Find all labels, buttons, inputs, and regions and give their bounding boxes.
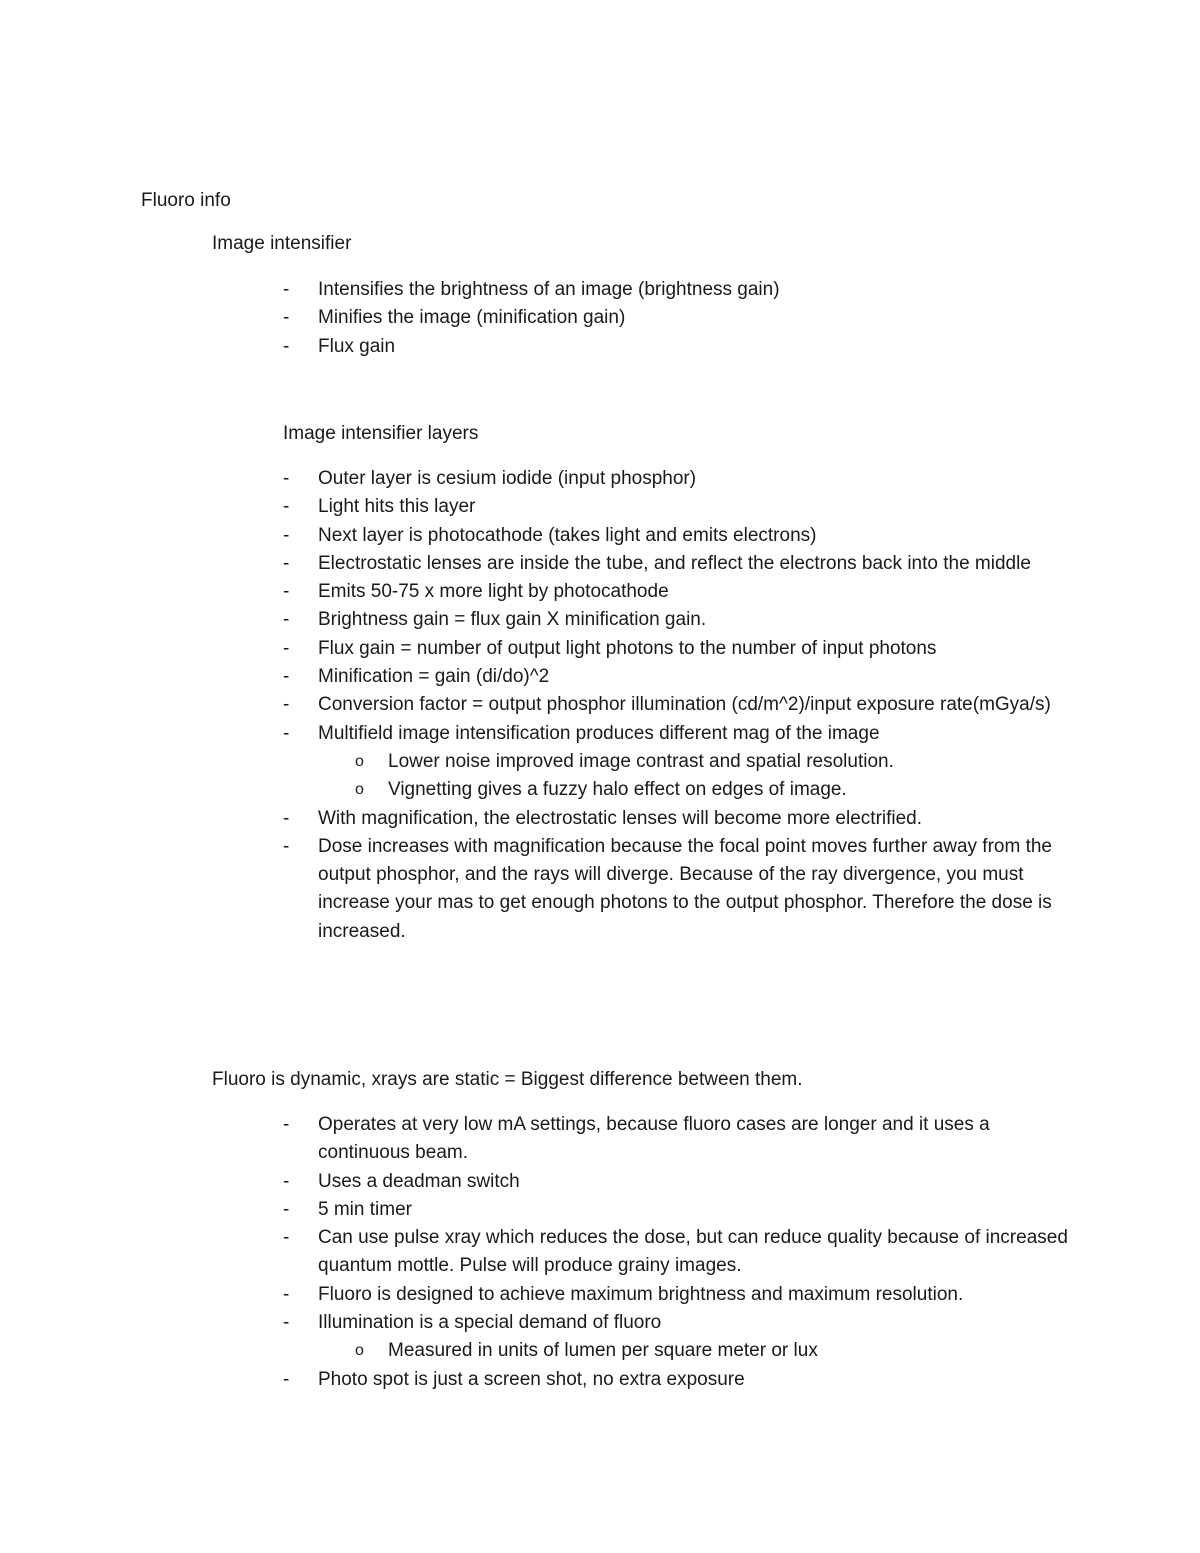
- dash-bullet: -: [283, 552, 290, 574]
- list-item: - Dose increases with magnification because the focal point moves further away from the output phosphor, and the rays will diverge. Because of the ray divergence, you must increase your mas to get enough photons to the output phosphor. Therefore the dose is increased.: [283, 833, 1073, 946]
- list-item: - Flux gain = number of output light photons to the number of input photons: [283, 635, 1073, 663]
- list-item: - Brightness gain = flux gain X minification gain.: [283, 606, 1073, 634]
- dash-bullet: -: [283, 496, 290, 518]
- sub-list-item: o Vignetting gives a fuzzy halo effect on edges of image.: [283, 776, 1073, 804]
- dash-bullet: -: [283, 835, 290, 857]
- list-item: - Can use pulse xray which reduces the dose, but can reduce quality because of increased quantum mottle. Pulse will produce grainy images.: [283, 1224, 1073, 1281]
- dash-bullet: -: [283, 722, 290, 744]
- list-item: - Outer layer is cesium iodide (input phosphor): [283, 465, 1073, 493]
- list-fluoro-dynamic: [283, 1111, 1073, 1394]
- list-item: - Light hits this layer: [283, 493, 1073, 521]
- list-item: - Minifies the image (minification gain): [283, 304, 1073, 332]
- document-title: Fluoro info: [141, 190, 231, 211]
- dash-bullet: -: [283, 637, 290, 659]
- sub-list-item: o Lower noise improved image contrast and spatial resolution.: [283, 748, 1073, 776]
- list-item: - Photo spot is just a screen shot, no extra exposure: [283, 1366, 1073, 1394]
- dash-bullet: -: [283, 694, 290, 716]
- sub-list-item: o Measured in units of lumen per square meter or lux: [283, 1337, 1073, 1365]
- list-item: - Next layer is photocathode (takes light and emits electrons): [283, 522, 1073, 550]
- list-image-intensifier: [283, 276, 1073, 361]
- dash-bullet: -: [283, 1368, 290, 1390]
- heading-fluoro-dynamic: Fluoro is dynamic, xrays are static = Biggest difference between them.: [212, 1069, 803, 1090]
- list-item: - Flux gain: [283, 333, 1073, 361]
- dash-bullet: -: [283, 307, 290, 329]
- dash-bullet: -: [283, 335, 290, 357]
- dash-bullet: -: [283, 1312, 290, 1334]
- dash-bullet: -: [283, 1114, 290, 1135]
- list-item: - Operates at very low mA settings, because fluoro cases are longer and it uses a continuous beam.: [283, 1111, 1073, 1168]
- sub-bullet: o: [355, 752, 364, 770]
- heading-image-intensifier: Image intensifier: [212, 233, 352, 254]
- list-item: - Fluoro is designed to achieve maximum brightness and maximum resolution.: [283, 1281, 1073, 1309]
- dash-bullet: -: [283, 1198, 290, 1220]
- list-item: - 5 min timer: [283, 1196, 1073, 1224]
- heading-intensifier-layers: Image intensifier layers: [283, 423, 479, 444]
- dash-bullet: -: [283, 807, 290, 829]
- dash-bullet: -: [283, 1170, 290, 1192]
- dash-bullet: -: [283, 581, 290, 603]
- list-item: - Intensifies the brightness of an image (brightness gain): [283, 276, 1073, 304]
- list-item: - Uses a deadman switch: [283, 1168, 1073, 1196]
- list-item: - Illumination is a special demand of fluoro: [283, 1309, 1073, 1337]
- dash-bullet: -: [283, 279, 290, 300]
- list-item: - Emits 50-75 x more light by photocathode: [283, 578, 1073, 606]
- dash-bullet: -: [283, 609, 290, 631]
- sub-bullet: o: [355, 781, 364, 799]
- dash-bullet: -: [283, 1227, 290, 1249]
- list-item: - Minification = gain (di/do)^2: [283, 663, 1073, 691]
- list-item: - With magnification, the electrostatic lenses will become more electrified.: [283, 805, 1073, 833]
- list-intensifier-layers: [283, 465, 1073, 946]
- sub-bullet: o: [355, 1342, 364, 1360]
- dash-bullet: -: [283, 1283, 290, 1305]
- dash-bullet: -: [283, 666, 290, 688]
- list-item: - Conversion factor = output phosphor illumination (cd/m^2)/input exposure rate(mGya/s): [283, 691, 1073, 719]
- list-item: - Electrostatic lenses are inside the tube, and reflect the electrons back into the middle: [283, 550, 1073, 578]
- dash-bullet: -: [283, 468, 290, 489]
- list-item: - Multifield image intensification produces different mag of the image: [283, 720, 1073, 748]
- dash-bullet: -: [283, 524, 290, 546]
